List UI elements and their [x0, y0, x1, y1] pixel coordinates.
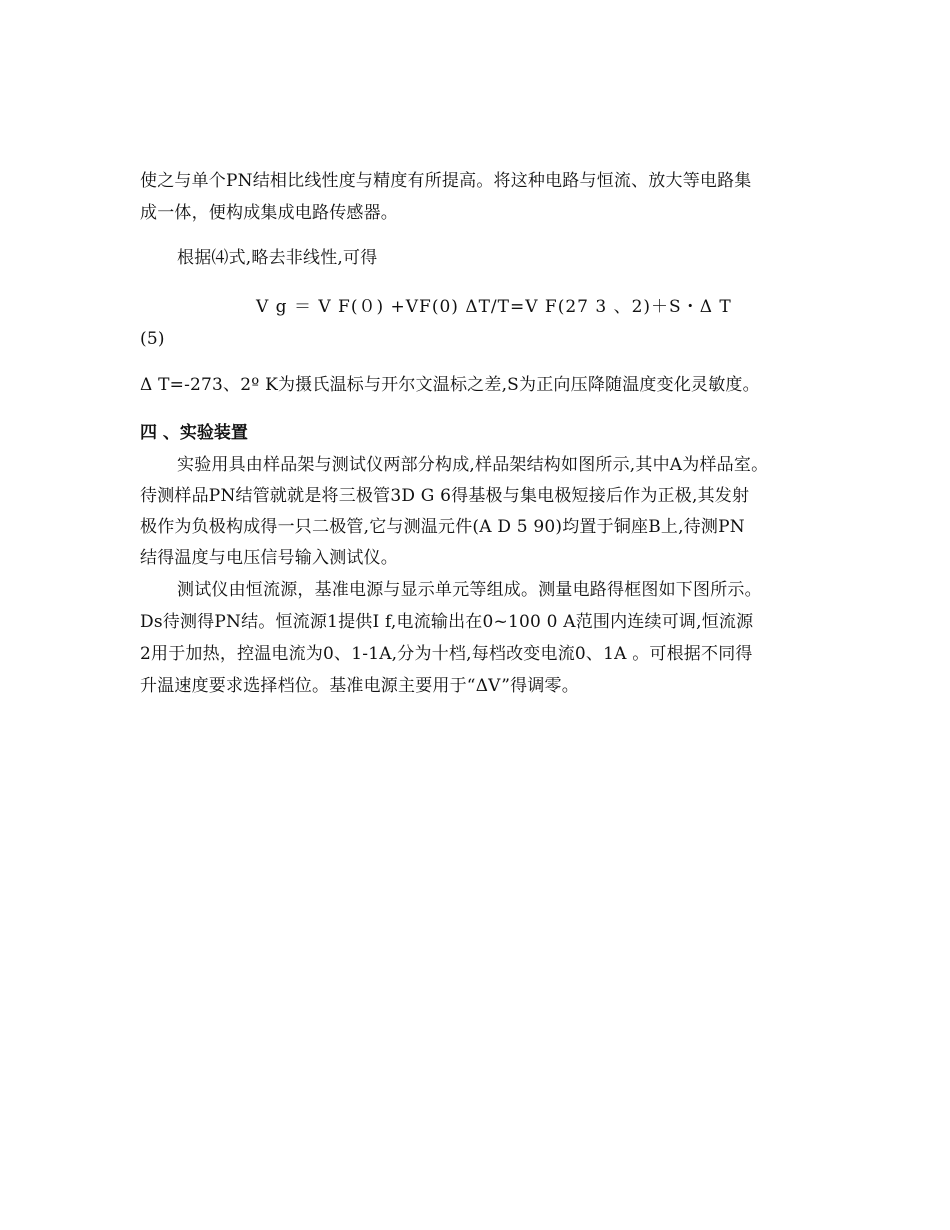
paragraph-line: 2用于加热，控温电流为0、1-1A,分为十档,每档改变电流0、1A 。可根据不同得 — [140, 644, 753, 664]
equation-number: (5) — [140, 329, 165, 349]
paragraph-line: Ds待测得PN结。恒流源1提供I f,电流输出在0~100 0 A范围内连续可调,恒流源 — [140, 612, 754, 632]
paragraph-line: 升温速度要求选择档位。基准电源主要用于“ΔV”得调零。 — [140, 676, 579, 696]
equation: V g ＝ V F(０) +VF(0) ΔT/T=V F(27 3 、2)＋S・Δ T — [256, 297, 732, 317]
paragraph-line: 结得温度与电压信号输入测试仪。 — [140, 548, 398, 568]
paragraph-line: Δ T=-273、2º K为摄氏温标与开尔文温标之差,S为正向压降随温度变化灵敏度。 — [140, 375, 760, 395]
paragraph-line: 成一体，便构成集成电路传感器。 — [140, 203, 398, 223]
paragraph-line: 待测样品PN结管就就是将三极管3D G 6得基极与集电极短接后作为正极,其发射 — [140, 486, 750, 506]
paragraph-line: 测试仪由恒流源，基准电源与显示单元等组成。测量电路得框图如下图所示。 — [177, 580, 762, 600]
paragraph-line: 使之与单个PN结相比线性度与精度有所提高。将这种电路与恒流、放大等电路集 — [140, 171, 752, 191]
paragraph-line: 极作为负极构成得一只二极管,它与测温元件(A D 5 90)均置于铜座B上,待测PN — [140, 517, 745, 537]
paragraph-line: 实验用具由样品架与测试仪两部分构成,样品架结构如图所示,其中A为样品室。 — [177, 455, 769, 475]
paragraph-line: 根据⑷式,略去非线性,可得 — [177, 248, 378, 268]
section-heading: 四 、实验装置 — [140, 423, 248, 443]
